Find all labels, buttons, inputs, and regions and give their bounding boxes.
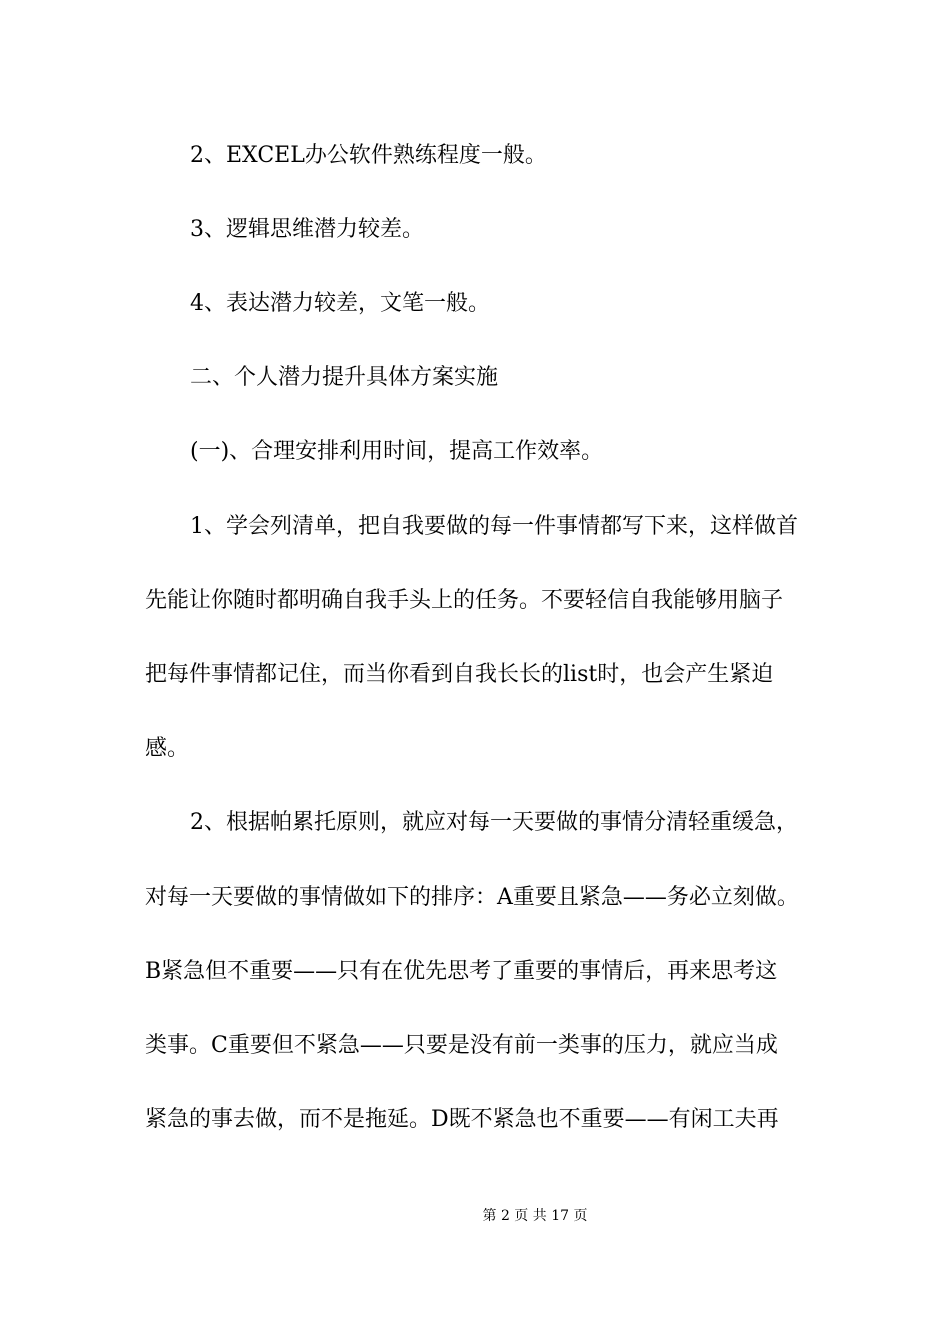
paragraph-line: 3、逻辑思维潜力较差。 xyxy=(190,217,424,242)
paragraph-line: 类事。C重要但不紧急——只要是没有前一类事的压力，就应当成 xyxy=(145,1033,778,1058)
paragraph-line: 先能让你随时都明确自我手头上的任务。不要轻信自我能够用脑子 xyxy=(145,588,784,613)
paragraph-line: 2、根据帕累托原则，就应对每一天要做的事情分清轻重缓急， xyxy=(190,810,798,835)
section-heading: 二、个人潜力提升具体方案实施 xyxy=(190,365,499,390)
paragraph-line: 4、表达潜力较差，文笔一般。 xyxy=(190,291,490,316)
paragraph-line: 紧急的事去做，而不是拖延。D既不紧急也不重要——有闲工夫再 xyxy=(145,1107,779,1132)
page-number-footer: 第 2 页 共 17 页 xyxy=(482,1208,588,1224)
paragraph-line: 1、学会列清单，把自我要做的每一件事情都写下来，这样做首 xyxy=(190,514,798,539)
paragraph-line: 对每一天要做的事情做如下的排序：A重要且紧急——务必立刻做。 xyxy=(145,885,799,910)
paragraph-line: 感。 xyxy=(145,736,190,761)
paragraph-line: B紧急但不重要——只有在优先思考了重要的事情后，再来思考这 xyxy=(145,959,778,984)
paragraph-line: 把每件事情都记住，而当你看到自我长长的list时，也会产生紧迫 xyxy=(145,662,774,687)
subsection-heading: (一)、合理安排利用时间，提高工作效率。 xyxy=(190,439,604,464)
paragraph-line: 2、EXCEL办公软件熟练程度一般。 xyxy=(190,143,547,168)
